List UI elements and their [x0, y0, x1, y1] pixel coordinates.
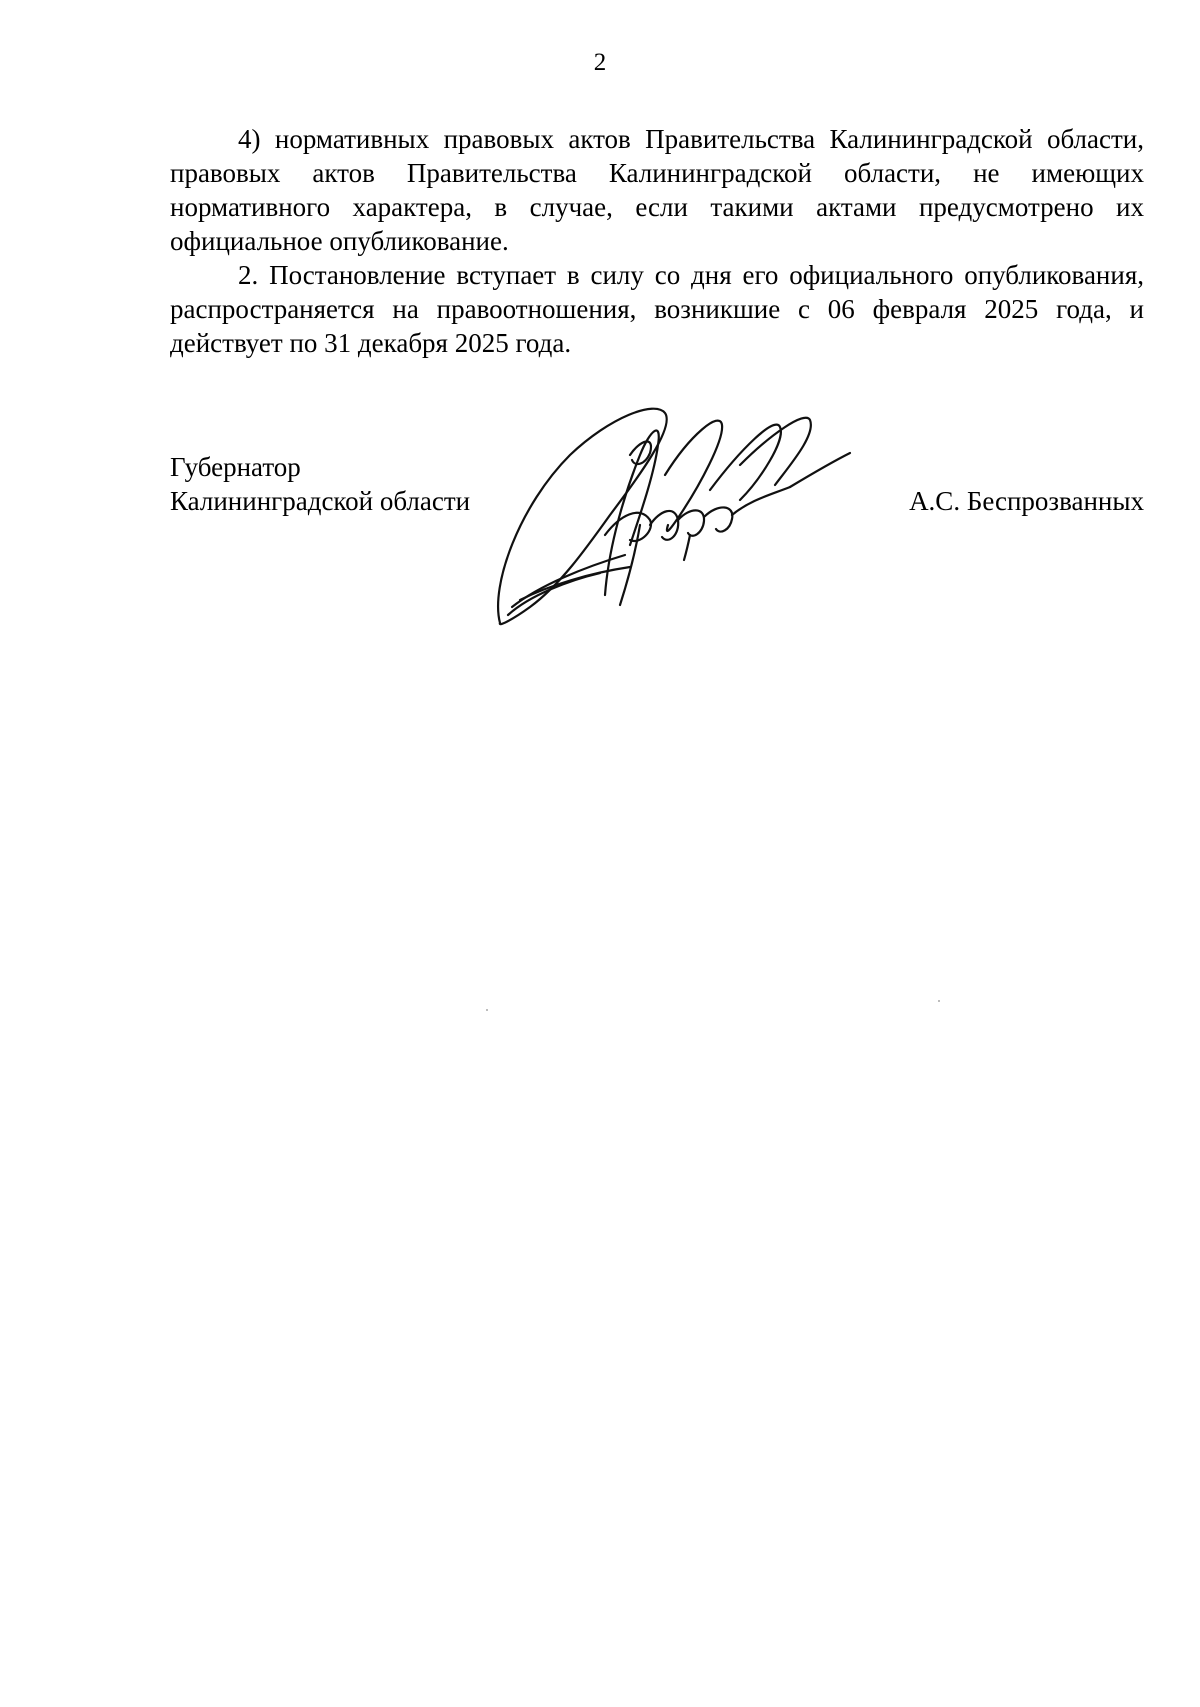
scan-speck — [486, 1009, 488, 1011]
signer-title-line-1: Губернатор — [170, 452, 301, 482]
scan-speck — [938, 1000, 940, 1002]
signer-title-line-2: Калининградской области — [170, 486, 471, 516]
signer-name: А.С. Беспрозванных — [909, 486, 1144, 516]
document-body — [170, 122, 1144, 360]
handwritten-signature-icon — [490, 395, 880, 635]
paragraph-effective-date: 2. Постановление вступает в силу со дня его официального опубликования, распространяется на правоотношения, возникшие с 06 февраля 2025 года, и действует по 31 декабря 2025 года. — [170, 260, 1144, 358]
page-number: 2 — [593, 49, 607, 76]
paragraph-item-4: 4) нормативных правовых актов Правительства Калининградской области, правовых актов Правительства Калининградской области, не имеющих нормативного характера, в случае, если такими актами предусмотрено их официальное опубликование. — [170, 124, 1144, 256]
signer-title — [170, 450, 470, 518]
